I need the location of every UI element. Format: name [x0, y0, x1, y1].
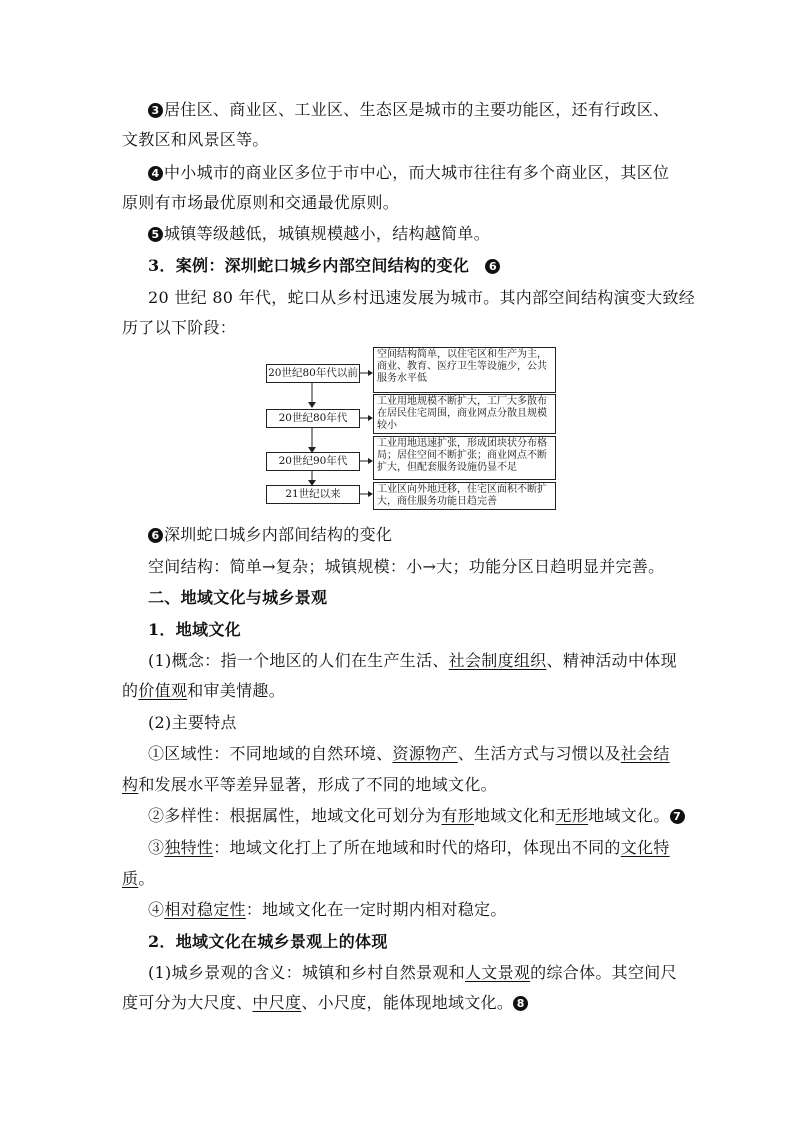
text-span: ：地域文化在一定时期内相对稳定。: [245, 900, 507, 919]
text-line: [148, 838, 670, 858]
underlined-term: 构: [122, 775, 139, 794]
text-span: ③: [148, 838, 165, 857]
text-line: [148, 100, 669, 120]
text-span: 深圳蛇口城乡内部间结构的变化: [164, 525, 393, 544]
text-span: 文教区和风景区等。: [122, 130, 269, 149]
underlined-term: 质: [122, 869, 139, 888]
text-span: 的: [122, 681, 139, 700]
stage-desc-4: 工业区向外地迁移，住宅区面积不断扩大，商住服务功能日趋完善: [373, 482, 556, 510]
circled-number-marker: 5: [148, 227, 163, 242]
text-line: [148, 932, 388, 952]
underlined-term: 有形: [441, 806, 475, 825]
text-span: 度可分为大尺度、: [122, 993, 253, 1012]
stage-label-4: 21世纪以来: [266, 485, 360, 504]
circled-number-marker: 8: [513, 996, 528, 1011]
underlined-term: 中尺度: [252, 993, 302, 1012]
text-line: [148, 620, 241, 640]
text-span: 的综合体。其空间尺: [530, 963, 677, 982]
text-span: ：地域文化打上了所在地域和时代的烙印，体现出不同的: [213, 838, 621, 857]
text-line: [148, 163, 669, 183]
underlined-term: 资源物产: [392, 744, 458, 763]
text-line: [148, 651, 677, 671]
circled-number-marker: 3: [148, 103, 163, 118]
text-span: ④: [148, 900, 165, 919]
text-span: 、精神活动中体现: [546, 651, 677, 670]
text-line: [148, 963, 677, 983]
text-line: [122, 681, 285, 701]
text-span: 20 世纪 80 年代，蛇口从乡村迅速发展为城市。其内部空间结构演变大致经: [148, 288, 696, 307]
text-span: (1)概念：指一个地区的人们在生产生活、: [148, 651, 449, 670]
underlined-term: 价值观: [138, 681, 188, 700]
text-span: ①区域性：不同地域的自然环境、: [148, 744, 393, 763]
shekou-stage-diagram: [262, 344, 562, 514]
text-line: [122, 193, 399, 213]
underlined-term: 社会制度组织: [448, 651, 547, 670]
text-span: 历了以下阶段：: [122, 318, 237, 337]
text-line: [148, 557, 664, 577]
underlined-term: 社会结: [620, 744, 670, 763]
text-line: [148, 806, 686, 826]
underlined-term: 人文景观: [464, 963, 531, 982]
text-line: [122, 993, 529, 1013]
text-line: [148, 900, 507, 920]
circled-number-marker: 4: [148, 166, 163, 181]
text-span: 原则有市场最优原则和交通最优原则。: [122, 193, 400, 212]
text-line: [148, 256, 501, 276]
text-span: 二、地域文化与城乡景观: [148, 588, 328, 607]
text-span: 、生活方式与习惯以及: [457, 744, 621, 763]
circled-number-marker: 6: [148, 528, 163, 543]
stage-label-1: 20世纪80年代以前: [266, 364, 360, 383]
stage-desc-3: 工业用地迅速扩张，形成团块状分布格局；居住空间不断扩张；商业网点不断扩大，但配套服务设施仍显不足: [373, 436, 556, 480]
text-span: (1)城乡景观的含义：城镇和乡村自然景观和: [148, 963, 465, 982]
text-span: 和审美情趣。: [187, 681, 286, 700]
text-span: 和发展水平等差异显著，形成了不同的地域文化。: [138, 775, 497, 794]
circled-number-marker: 7: [670, 809, 685, 824]
text-span: 、小尺度，能体现地域文化。: [301, 993, 514, 1012]
underlined-term: 相对稳定性: [164, 900, 246, 919]
underlined-term: 独特性: [164, 838, 214, 857]
text-line: [148, 525, 392, 545]
text-line: [148, 588, 327, 608]
underlined-term: 文化特: [620, 838, 670, 857]
text-span: 1．地域文化: [148, 620, 241, 639]
stage-label-2: 20世纪80年代: [266, 409, 360, 428]
text-line: [148, 224, 490, 244]
text-span: 2．地域文化在城乡景观上的体现: [148, 932, 388, 951]
text-span: 城镇等级越低，城镇规模越小，结构越简单。: [164, 224, 491, 243]
text-line: [148, 713, 237, 733]
text-line: [148, 744, 670, 764]
text-span: 地域文化。: [588, 806, 670, 825]
stage-label-3: 20世纪90年代: [266, 452, 360, 471]
text-line: [122, 775, 497, 795]
underlined-term: 无形: [555, 806, 589, 825]
text-span: 地域文化和: [474, 806, 556, 825]
stage-desc-1: 空间结构简单，以住宅区和生产为主，商业、教育、医疗卫生等设施少，公共服务水平低: [373, 347, 556, 393]
stage-desc-2: 工业用地规模不断扩大，工厂大多散布在居民住宅周围，商业网点分散且规模较小: [373, 394, 556, 434]
circled-number-marker: 6: [485, 259, 500, 274]
text-span: (2)主要特点: [148, 713, 237, 732]
text-span: 。: [138, 869, 155, 888]
text-line: [122, 869, 155, 889]
text-span: 中小城市的商业区多位于市中心，而大城市往往有多个商业区，其区位: [164, 163, 670, 182]
text-line: [122, 130, 269, 150]
text-span: 空间结构：简单→复杂；城镇规模：小→大；功能分区日趋明显并完善。: [148, 557, 665, 576]
text-line: [148, 288, 695, 308]
text-span: 3．案例：深圳蛇口城乡内部空间结构的变化: [148, 256, 486, 275]
text-span: ②多样性：根据属性，地域文化可划分为: [148, 806, 442, 825]
text-span: 居住区、商业区、工业区、生态区是城市的主要功能区，还有行政区、: [164, 100, 670, 119]
text-line: [122, 318, 236, 338]
arrow-head-1: [308, 402, 316, 408]
